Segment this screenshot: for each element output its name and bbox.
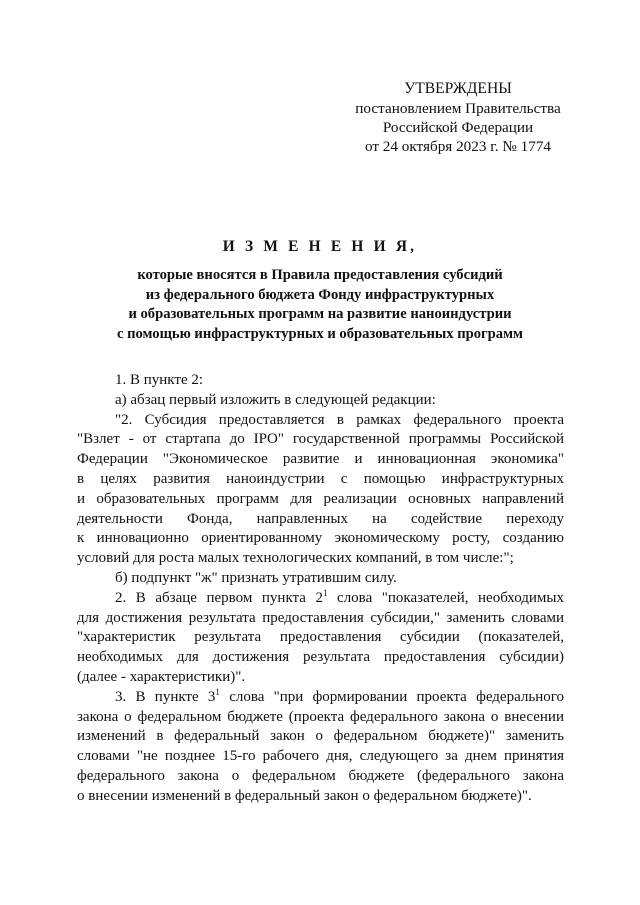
body-line [77, 688, 564, 708]
body-line: для достижения результата предоставления субсидии," заменить словами [77, 609, 564, 626]
document-title: И З М Е Н Е Н И Я, [222, 238, 418, 255]
subtitle-line: и образовательных программ на развитие наноиндустрии [128, 306, 512, 323]
body-line: федерального закона о федеральном бюджете (федерального закона [77, 767, 564, 784]
body-line: "2. Субсидия предоставляется в рамках федерального проекта [115, 411, 564, 428]
body-line: и образовательных программ для реализации основных направлений [77, 490, 564, 507]
body-line: необходимых для достижения результата предоставления субсидии) [77, 649, 564, 666]
body-line: б) подпункт "ж" признать утратившим силу. [115, 569, 397, 586]
subtitle-line: из федерального бюджета Фонду инфраструктурных [145, 286, 495, 303]
document-body [77, 371, 564, 807]
text-span: слова "при формировании проекта федерального [219, 688, 564, 705]
subtitle-line: которые вносятся в Правила предоставления субсидий [137, 267, 503, 283]
body-line: изменений в федеральный закон о федеральном бюджете)" заменить [77, 728, 564, 745]
body-line: 1. В пункте 2: [115, 372, 204, 388]
text-span: слова "показателей, необходимых [327, 589, 564, 606]
approval-heading: УТВЕРЖДЕНЫ [404, 80, 512, 97]
approval-date-line: от 24 октября 2023 г. № 1774 [364, 138, 552, 155]
approval-line: Российской Федерации [382, 119, 534, 136]
body-line: к инновационно ориентированному экономическому росту, созданию [77, 530, 564, 547]
approval-block [318, 79, 598, 156]
body-line: закона о федеральном бюджете (проекта федерального закона о внесении [77, 708, 564, 725]
body-line: (далее - характеристики)". [77, 668, 246, 685]
body-line [77, 589, 564, 609]
body-line: деятельности Фонда, направленных на содействие переходу [77, 510, 564, 527]
approval-line: постановлением Правительства [355, 100, 561, 117]
body-line: в целях развития наноиндустрии с помощью инфраструктурных [77, 470, 564, 487]
body-line: "характеристик результата предоставления субсидии (показателей, [77, 629, 564, 646]
subtitle-line: с помощью инфраструктурных и образовательных программ [117, 325, 523, 342]
body-line: а) абзац первый изложить в следующей редакции: [115, 391, 436, 408]
document-subtitle [40, 266, 600, 344]
text-span: 3. В пункте 3 [115, 688, 216, 705]
superscript: 1 [215, 686, 220, 697]
body-line: словами "не позднее 15-го рабочего дня, следующего за днем принятия [77, 748, 564, 765]
body-line: условий для роста малых технологических компаний, в том числе:"; [77, 550, 514, 567]
body-line: Федерации "Экономическое развитие и инновационная экономика" [77, 451, 564, 468]
superscript: 1 [322, 587, 328, 598]
text-span: 2. В абзаце первом пункта 2 [115, 589, 323, 606]
body-line: "Взлет - от стартапа до IPO" государственной программы Российской [77, 431, 564, 448]
body-line: о внесении изменений в федеральный закон о федеральном бюджете)". [77, 787, 532, 804]
